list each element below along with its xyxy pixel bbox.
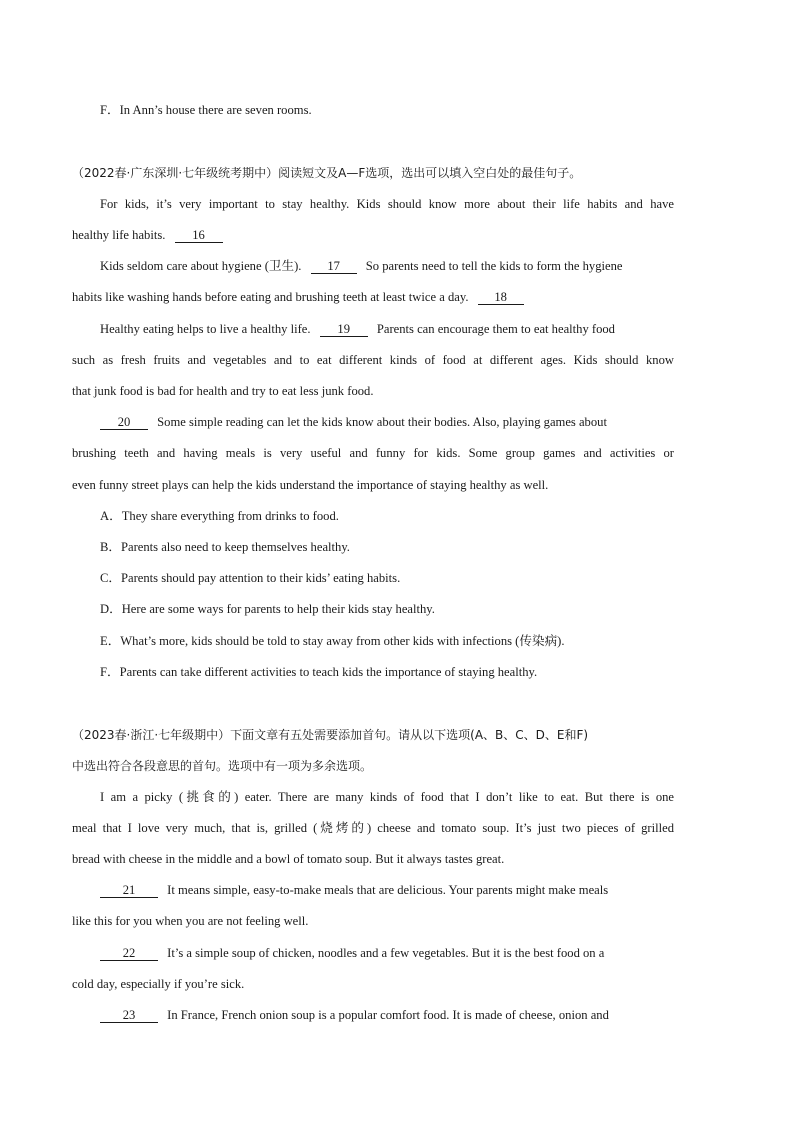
s1-p3-line3: that junk food is bad for health and try to eat less junk food.	[72, 384, 374, 398]
s2-p3-line2: cold day, especially if you’re sick.	[72, 977, 245, 991]
option-letter: F．	[100, 103, 120, 117]
option-f: F．Parents can take different activities to teach kids the importance of staying healthy.	[100, 665, 538, 679]
section2-header-line1: （2023春·浙江·七年级期中）下面文章有五处需要添加首句。请从以下选项(A、B、C、D、E和F)	[72, 728, 589, 742]
blank-16[interactable]: 16	[175, 228, 223, 243]
option-b: B．Parents also need to keep themselves healthy.	[100, 540, 350, 554]
s2-p4-line1: 23 In France, French onion soup is a popular comfort food. It is made of cheese, onion and	[100, 1007, 674, 1023]
option-f-previous	[100, 102, 312, 118]
option-text: In Ann’s house there are seven rooms.	[119, 103, 312, 117]
blank-18[interactable]: 18	[478, 290, 524, 305]
s1-p4-line3: even funny street plays can help the kids understand the importance of staying healthy as well.	[72, 478, 549, 492]
blank-21[interactable]: 21	[100, 883, 158, 898]
blank-17[interactable]: 17	[311, 259, 357, 274]
blank-19[interactable]: 19	[320, 322, 368, 337]
s1-p4-line1: 20 Some simple reading can let the kids know about their bodies. Also, playing games about	[100, 414, 674, 430]
s1-p2-line2: habits like washing hands before eating and brushing teeth at least twice a day. 18	[72, 289, 524, 305]
s1-p3-line2: such as fresh fruits and vegetables and to eat different kinds of food at different ages. Kids should know	[72, 353, 674, 367]
option-a: A．They share everything from drinks to food.	[100, 509, 339, 523]
s1-p3-line1: Healthy eating helps to live a healthy life. 19 Parents can encourage them to eat healthy food	[100, 322, 615, 336]
s2-p2-line2: like this for you when you are not feeling well.	[72, 914, 309, 928]
s2-p2-line1: 21 It means simple, easy-to-make meals that are delicious. Your parents might make meals	[100, 882, 674, 898]
s2-p1-line3: bread with cheese in the middle and a bowl of tomato soup. But it always tastes great.	[72, 852, 505, 866]
blank-23[interactable]: 23	[100, 1008, 158, 1023]
s2-p3-line1: 22 It’s a simple soup of chicken, noodles and a few vegetables. But it is the best food on a	[100, 945, 674, 961]
option-c: C．Parents should pay attention to their kids’ eating habits.	[100, 571, 401, 585]
s1-p4-line2: brushing teeth and having meals is very useful and funny for kids. Some group games and activities or	[72, 446, 674, 460]
blank-22[interactable]: 22	[100, 946, 158, 961]
s2-p1-line2: meal that I love very much, that is, grilled (烧烤的) cheese and tomato soup. It’s just two pieces of grilled	[72, 821, 674, 835]
blank-20[interactable]: 20	[100, 415, 148, 430]
s1-p1-line1: For kids, it’s very important to stay healthy. Kids should know more about their life habits and have	[100, 197, 674, 211]
s2-p1-line1: I am a picky (挑食的) eater. There are many kinds of food that I don’t like to eat. But there is one	[100, 790, 674, 804]
section1-header: （2022春·广东深圳·七年级统考期中）阅读短文及A—F选项，选出可以填入空白处的最佳句子。	[72, 166, 582, 180]
option-d: D．Here are some ways for parents to help their kids stay healthy.	[100, 602, 435, 616]
section2-header-line2: 中选出符合各段意思的首句。选项中有一项为多余选项。	[72, 759, 373, 773]
option-e: E．What’s more, kids should be told to stay away from other kids with infections (传染病).	[100, 634, 565, 648]
s1-p2-line1: Kids seldom care about hygiene (卫生). 17 So parents need to tell the kids to form the hygiene	[100, 259, 623, 273]
s1-p1-line2: healthy life habits. 16	[72, 227, 223, 243]
